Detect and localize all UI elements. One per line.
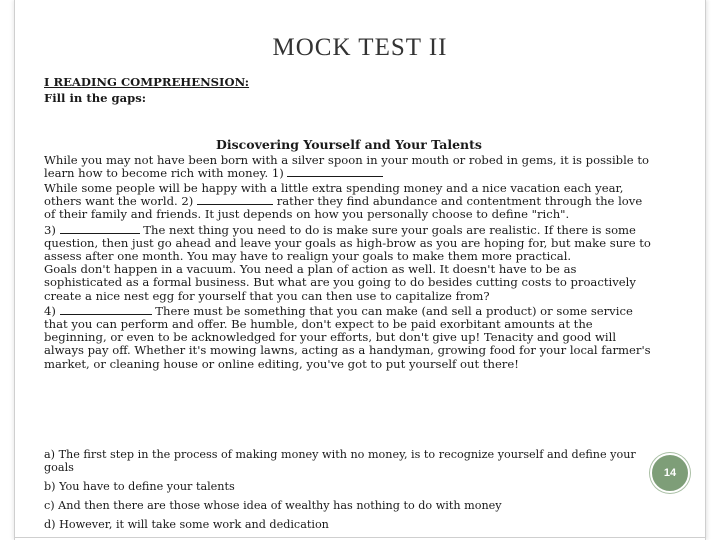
page-number-badge: 14 [650, 453, 690, 493]
passage-p2a-text: While some people will be happy with a little extra spending money and a nice vacation each year, others want the world. 2) [44, 181, 624, 209]
slide-body [44, 76, 654, 371]
option-d: d) However, it will take some work and dedication [44, 518, 329, 531]
passage-p3-text: The next thing you need to do is make sure your goals are realistic. If there is some question, then just go ahead and leave your goals as high-brow as you are hoping for, but make sure to assess after one month. You may have to realign your goals to make them more practical. [44, 222, 651, 264]
gap-2-blank [197, 195, 273, 205]
slide-title: MOCK TEST II [272, 34, 448, 61]
gap-1-blank [287, 167, 383, 177]
option-a: a) The first step in the process of making money with no money, is to recognize yourself and define your goals [44, 448, 636, 474]
passage-paragraph-5 [44, 305, 654, 371]
passage-p1-text: While you may not have been born with a silver spoon in your mouth or robed in gems, it is possible to learn how to become rich with money. 1) [44, 152, 649, 180]
passage-title: Discovering Yourself and Your Talents [216, 137, 482, 153]
gap-3-blank [60, 224, 140, 234]
slide-frame-bottom [14, 537, 705, 538]
passage-p2b-text: rather they find abundance and contentment through the love of their family and friends. It just depends on how you personally choose to define "rich". [44, 194, 643, 222]
instruction: Fill in the gaps: [44, 91, 147, 106]
section-heading: I READING COMPREHENSION: [44, 75, 250, 89]
passage-paragraph-2 [44, 182, 654, 222]
gap-4-blank [60, 305, 152, 315]
option-b: b) You have to define your talents [44, 480, 235, 493]
option-c: c) And then there are those whose idea of wealthy has nothing to do with money [44, 499, 502, 512]
gap-4-label: 4) [44, 303, 56, 318]
passage-paragraph-3 [44, 224, 654, 264]
gap-3-label: 3) [44, 222, 56, 237]
answer-options [44, 448, 644, 537]
passage-paragraph-1 [44, 154, 654, 180]
passage-p5-text: There must be something that you can make (and sell a product) or some service that you can perform and offer. Be humble, don't expect to be paid exorbitant amounts at the beginning, or even to be acknowledged for your efforts, but don't give up! Tenacity and good will always pay off. Whether it's mowing lawns, acting as a handyman, growing food for your local farmer's market, or cleaning house or online editing, you've got to put yourself out there! [44, 303, 651, 371]
passage-paragraph-4: Goals don't happen in a vacuum. You need a plan of action as well. It doesn't have to be as sophisticated as a formal business. But what are you going to do besides cutting costs to proactively create a nice nest egg for yourself that you can then use to capitalize from? [44, 262, 636, 303]
